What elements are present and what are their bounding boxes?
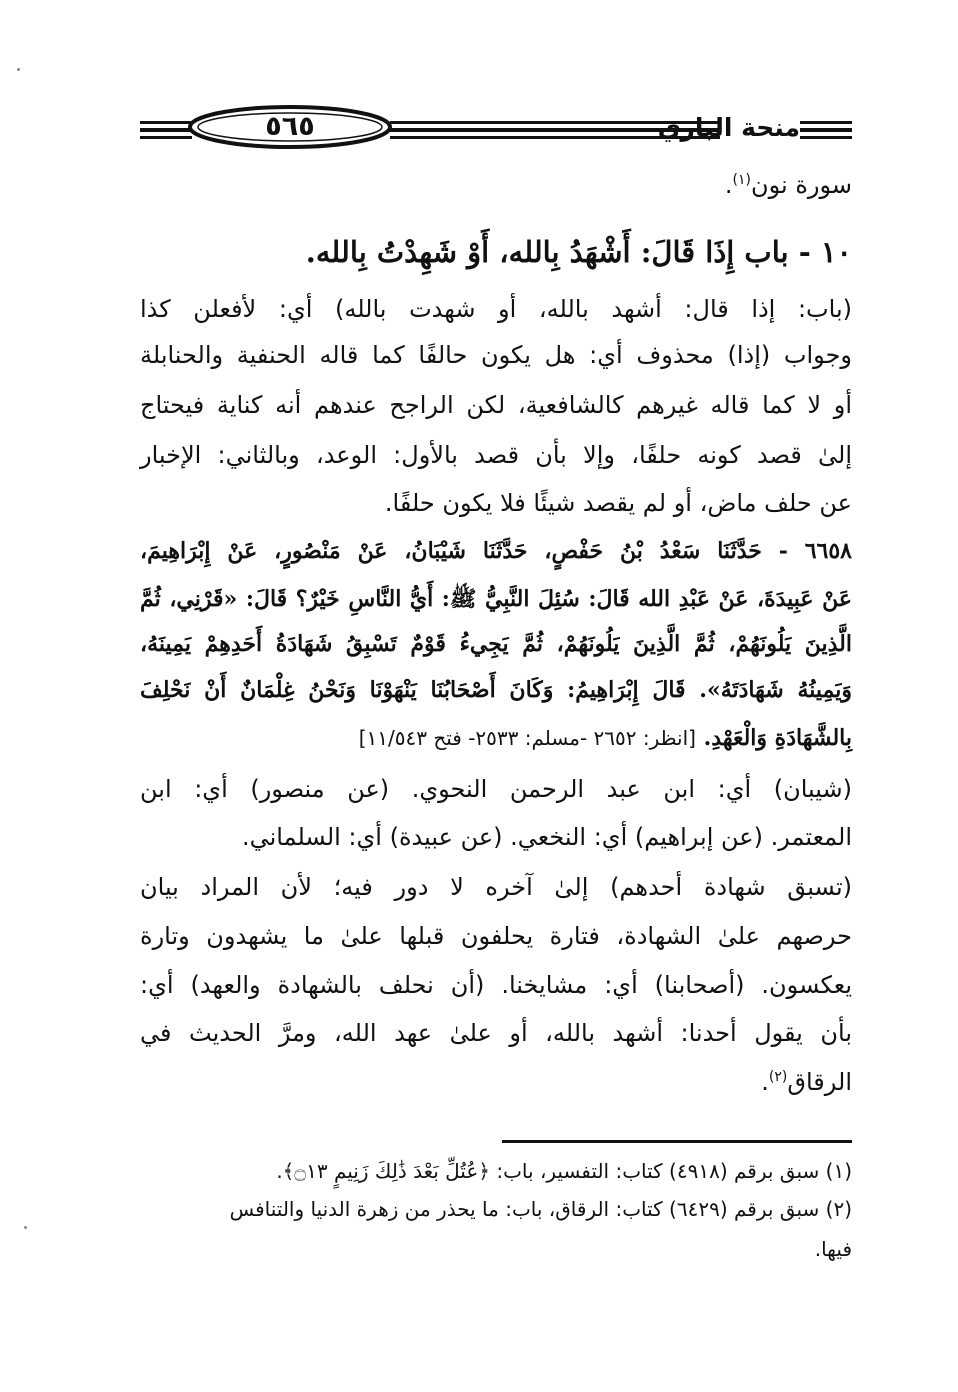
commentary-end-punct: . [761, 1068, 769, 1096]
commentary-last-line [140, 1057, 852, 1107]
footnote-ref-1: (١) [732, 172, 751, 188]
page-number-frame [184, 102, 396, 152]
footnote-ref-2: (٢) [768, 1069, 788, 1085]
chapter-heading: ١٠ - باب إِذَا قَالَ: أَشْهَدُ بِالله، أَوْ شَهِدْتُ بِالله. [305, 235, 852, 269]
hadith-last-line [140, 713, 852, 761]
footnote-2-continued: فيها. [814, 1237, 852, 1261]
commentary-text: الرقاق [787, 1068, 852, 1096]
surah-end-punct: . [724, 171, 733, 199]
footnote-2: (٢) سبق برقم (٦٤٢٩) كتاب: الرقاق، باب: ما يحذر من زهرة الدنيا والتنافس [229, 1197, 852, 1221]
surah-line [140, 163, 852, 207]
commentary-line: عن حلف ماض، أو لم يقصد شيئًا فلا يكون حلفًا. [384, 489, 852, 517]
surah-text: سورة نون [750, 171, 852, 199]
hadith-line: وَيَمِينُهُ شَهَادَتَهُ». قَالَ إِبْرَاهِيمُ: وَكَانَ أَصْحَابُنَا يَنْهَوْنَا وَنَحْنُ غِلْمَانٌ أَنْ نَحْلِفَ [140, 677, 852, 703]
commentary-line: (تسبق شهادة أحدهم) إلىٰ آخره لا دور فيه؛ لأن المراد بيان [140, 873, 852, 901]
footnote-1: (١) سبق برقم (٤٩١٨) كتاب: التفسير، باب: ﴿عُتُلِّ بَعْدَ ذَٰلِكَ زَنِيمٍ ۝١٣﴾. [276, 1159, 852, 1183]
hadith-line: بِالشَّهَادَةِ وَالْعَهْدِ. [703, 725, 852, 751]
stray-mark [24, 1226, 27, 1229]
commentary-line: (شيبان) أي: ابن عبد الرحمن النحوي. (عن منصور) أي: ابن [140, 775, 852, 803]
commentary-line: أو لا كما قاله غيرهم كالشافعية، لكن الراجح عندهم أنه كناية فيحتاج [140, 391, 852, 419]
commentary-line: يعكسون. (أصحابنا) أي: مشايخنا. (أن نحلف بالشهادة والعهد) أي: [140, 971, 852, 999]
page-number: ٥٦٥ [265, 111, 315, 142]
hadith-line: عَنْ عَبِيدَةَ، عَنْ عَبْدِ الله قَالَ: سُئِلَ النَّبِيُّ ﷺ: أَيُّ النَّاسِ خَيْرٌ؟ قَالَ: «قَرْنِي، ثُمَّ [140, 586, 852, 612]
hadith-line: ٦٦٥٨ - حَدَّثَنَا سَعْدُ بْنُ حَفْصٍ، حَدَّثَنَا شَيْبَانُ، عَنْ مَنْصُورٍ، عَنْ إِبْرَاهِيمَ، [140, 538, 852, 564]
hadith-line: الَّذِينَ يَلُونَهُمْ، ثُمَّ الَّذِينَ يَلُونَهُمْ، ثُمَّ يَجِيءُ قَوْمٌ تَسْبِقُ شَهَادَةُ أَحَدِهِمْ يَمِينَهُ، [140, 631, 852, 657]
commentary-line: وجواب (إذا) محذوف أي: هل يكون حالفًا كما قاله الحنفية والحنابلة [140, 341, 852, 369]
running-title: منحة الباري [657, 113, 800, 142]
commentary-line: بأن يقول أحدنا: أشهد بالله، أو علىٰ عهد الله، ومرَّ الحديث في [140, 1019, 852, 1047]
commentary-line: (باب: إذا قال: أشهد بالله، أو شهدت بالله) أي: لأفعلن كذا [140, 295, 852, 323]
commentary-line: المعتمر. (عن إبراهيم) أي: النخعي. (عن عبيدة) أي: السلماني. [241, 823, 852, 851]
commentary-line: إلىٰ قصد كونه حلفًا، وإلا بأن قصد بالأول: الوعد، وبالثاني: الإخبار [140, 441, 852, 469]
header-rule-right [800, 119, 852, 139]
hadith-reference: [انظر: ٢٦٥٢ -مسلم: ٢٥٣٣- فتح ١١/٥٤٣] [358, 726, 696, 750]
page-header [140, 100, 852, 156]
commentary-line: حرصهم علىٰ الشهادة، فتارة يحلفون قبلها علىٰ ما يشهدون وتارة [140, 922, 852, 950]
footnote-separator [502, 1140, 852, 1143]
stray-mark [17, 68, 20, 71]
